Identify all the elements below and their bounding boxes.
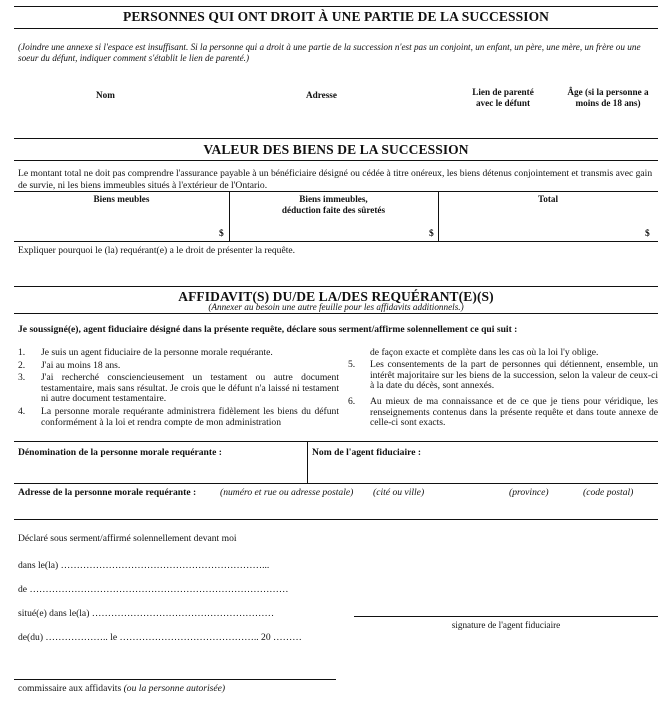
heirs-col-name: Nom	[96, 90, 115, 100]
estate-movables-currency: $	[219, 229, 224, 239]
estate-col-realestate-2: déduction faite des sûretés	[281, 205, 386, 215]
heirs-title-rule	[14, 28, 658, 29]
estate-explain: Expliquer pourquoi le (la) requérant(e) a le droit de présenter la requête.	[18, 245, 296, 256]
heirs-col-age: Âge (si la personne a moins de 18 ans)	[567, 87, 649, 109]
corp-province-hint: (province)	[509, 487, 549, 498]
estate-title-rule	[14, 160, 658, 161]
affidavit-item-3-num: 3.	[18, 372, 26, 383]
sworn-located-field[interactable]: situé(e) dans le(la) …………………………………………………	[18, 608, 275, 619]
corp-city-hint: (cité ou ville)	[373, 487, 425, 498]
affidavit-item-5: Les consentements de la part de personnes qui détiennent, ensemble, un intérêt majoritaire sur les biens de la succession, selon la valeur de ceux-ci à la date du décès, sont annexés.	[370, 359, 658, 392]
estate-table-top	[14, 191, 658, 192]
sworn-in-the-field[interactable]: dans le(la) ………………………………………………………...	[18, 560, 270, 571]
affidavit-item-3: J'ai recherché consciencieusement un testament ou autre document testamentaire, mais sans résultat. Je crois que le défunt n'a laissé ni testament ni autre document testamentaire.	[41, 372, 339, 405]
commissioner-text: commissaire aux affidavits	[18, 683, 122, 694]
corp-box-divider	[307, 441, 308, 483]
commissioner-line[interactable]	[14, 679, 336, 680]
affidavit-item-5-num: 5.	[348, 359, 356, 370]
sworn-date-mid: …………………………………….. 20	[119, 632, 271, 643]
estate-total-currency: $	[645, 229, 650, 239]
affidavit-item-2-num: 2.	[18, 360, 26, 371]
affidavit-item-4-cont: de façon exacte et complète dans les cas où la loi l'y oblige.	[370, 347, 599, 358]
heirs-col-address: Adresse	[306, 90, 337, 100]
affidavit-item-1-num: 1.	[18, 347, 26, 358]
estate-top-rule	[14, 138, 658, 139]
heirs-col-relationship: Lien de parenté avec le défunt	[472, 87, 534, 109]
heirs-note: (Joindre une annexe si l'espace est insuffisant. Si la personne qui a droit à une partie de la succession n'est pas un conjoint, un enfant, un père, une mère, un frère ou une soeur du défunt, indiquer comment s'établit le lien de parenté.)	[18, 42, 641, 64]
sworn-date-end: ………	[273, 632, 302, 643]
commissioner-hint: (ou la personne autorisée)	[123, 683, 226, 694]
estate-col-realestate-1: Biens immeubles,	[299, 194, 368, 204]
corp-address-label: Adresse de la personne morale requérante :	[18, 487, 197, 498]
commissioner-label	[18, 683, 225, 694]
top-rule	[14, 6, 658, 7]
affidavit-title: AFFIDAVIT(S) DU/DE LA/DES REQUÉRANT(E)(S)	[178, 289, 494, 304]
affidavit-oath: Je soussigné(e), agent fiduciaire désigné dans la présente requête, déclare sous serment/affirme solennellement ce qui suit :	[18, 324, 518, 335]
signature-line[interactable]	[354, 616, 658, 617]
estate-table-bottom	[14, 241, 658, 242]
signature-label: signature de l'agent fiduciaire	[451, 620, 561, 630]
estate-col-total: Total	[537, 194, 559, 204]
sworn-of-field[interactable]: de ………………………………………………………………………	[18, 584, 289, 595]
estate-title: VALEUR DES BIENS DE LA SUCCESSION	[203, 142, 469, 157]
estate-col-movables: Biens meubles	[93, 194, 150, 204]
corp-box-top	[14, 441, 658, 442]
corp-postal-hint: (code postal)	[583, 487, 634, 498]
affidavit-item-6-num: 6.	[348, 396, 356, 407]
corp-name-field[interactable]: Dénomination de la personne morale requérante :	[18, 447, 222, 458]
sworn-declared: Déclaré sous serment/affirmé solennellement devant moi	[18, 533, 237, 544]
corp-box-bottom	[14, 483, 658, 484]
sworn-date-prefix: de(du) ……………….. le	[18, 632, 118, 643]
affidavit-subtitle: (Annexer au besoin une autre feuille pour les affidavits additionnels.)	[208, 302, 464, 312]
affidavit-item-4-num: 4.	[18, 406, 26, 417]
affidavit-item-2: J'ai au moins 18 ans.	[41, 360, 121, 371]
affidavit-title-rule	[14, 313, 658, 314]
estate-realestate-currency: $	[429, 229, 434, 239]
affidavit-item-6: Au mieux de ma connaissance et de ce que je tiens pour véridique, les renseignements contenus dans la présente requête et dans toute annexe de celle-ci sont exacts.	[370, 396, 658, 429]
affidavit-item-4: La personne morale requérante administrera fidèlement les biens du défunt conformément à la loi et rendra compte de mon administration	[41, 406, 339, 428]
corp-address-hint: (numéro et rue ou adresse postale)	[220, 487, 354, 498]
affidavit-top-rule	[14, 286, 658, 287]
agent-name-field[interactable]: Nom de l'agent fiduciaire :	[312, 447, 422, 458]
affidavit-item-1: Je suis un agent fiduciaire de la personne morale requérante.	[41, 347, 273, 358]
estate-note: Le montant total ne doit pas comprendre l'assurance payable à un bénéficiaire désigné ou cédée à titre onéreux, les biens détenus conjointement et transmis avec gain de survie, ni les biens immeubles situés à l'extérieur de l'Ontario.	[18, 168, 653, 191]
corp-address-rule	[14, 519, 658, 520]
heirs-title: PERSONNES QUI ONT DROIT À UNE PARTIE DE LA SUCCESSION	[122, 9, 550, 24]
sworn-date-field[interactable]	[18, 632, 302, 643]
